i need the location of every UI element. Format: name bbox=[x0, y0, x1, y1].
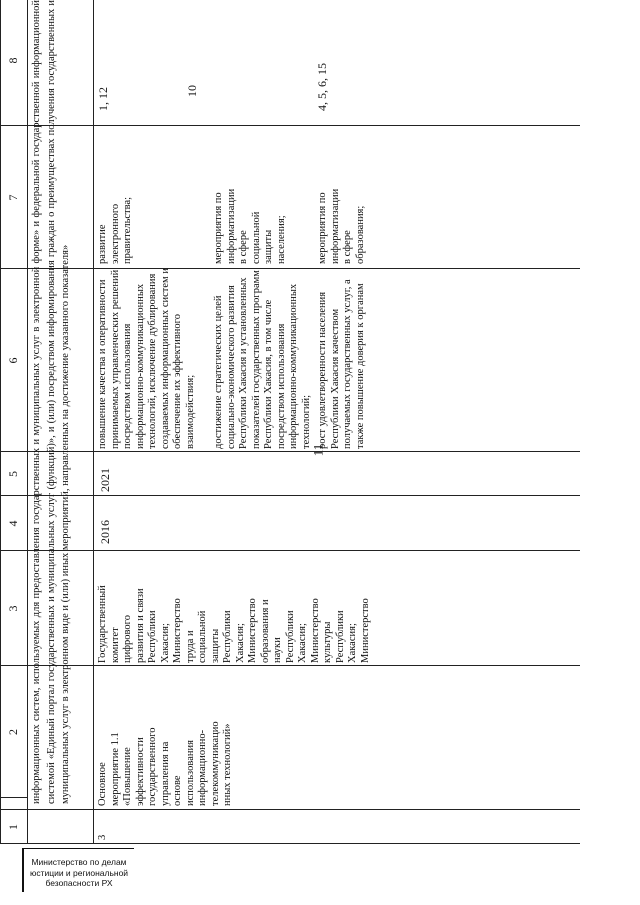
measure-name: Основное мероприятие 1.1 «Повышение эффективности государственного управления на основе использования информационно- телекоммуникацио нных технологий» bbox=[97, 721, 233, 806]
indicator-1: 1, 12 bbox=[96, 87, 110, 111]
stamp-line-2: юстиции и региональной bbox=[29, 867, 129, 878]
direction-3: мероприятия по информатизации в сфере образования; bbox=[317, 188, 366, 264]
result-3: рост удовлетворенности населения Республики Хакасия качеством получаемых государственных услуг, а также повышение доверия к органам bbox=[317, 279, 366, 449]
end-year: 2021 bbox=[98, 468, 112, 492]
executors: Государственный комитет цифрового развития и связи Республики Хакасия; Министерство труда и социальной защиты Республики Хакасия; Министерство образования и науки Республики Хакасия; Министерство культуры Республики Хакасия; Министерство bbox=[97, 585, 371, 663]
col-number-6: 6 bbox=[6, 357, 20, 364]
result-2: достижение стратегических целей социально-экономического развития Республики Хакасия и установленных показателей государственных программ Республики Хакасия, в том числе посредством использования информационно-коммуникационных технологий; bbox=[213, 270, 312, 449]
header-bottom-border bbox=[27, 0, 28, 844]
col-border-1 bbox=[0, 809, 580, 810]
col-number-7: 7 bbox=[6, 194, 20, 201]
table-top-border bbox=[0, 0, 1, 844]
col-number-1: 1 bbox=[6, 824, 20, 830]
stamp-line-1: Министерство по делам bbox=[31, 857, 127, 867]
start-year: 2016 bbox=[98, 520, 112, 544]
result-1: повышение качества и оперативности принимаемых управленческих решений посредством использования информационно-коммуникационных технологий, исключение дублирования создаваемых информационных систем и обеспечение их эффективного взаимодействия; bbox=[97, 268, 196, 449]
registration-stamp bbox=[22, 848, 134, 892]
stamp-line-3: безопасности РХ bbox=[45, 878, 113, 888]
col-border-5 bbox=[0, 451, 580, 452]
col-border-4 bbox=[0, 495, 580, 496]
col-border-2 bbox=[0, 665, 580, 666]
col-border-6 bbox=[0, 268, 580, 269]
span-row-bottom-border bbox=[93, 0, 94, 844]
direction-2: мероприятия по информатизации в сфере социальной защиты населения; bbox=[213, 188, 287, 264]
col-border-3 bbox=[0, 550, 580, 551]
indicator-3: 4, 5, 6, 15 bbox=[315, 63, 329, 111]
col-border-7 bbox=[0, 125, 580, 126]
col-number-3: 3 bbox=[6, 605, 20, 612]
col-number-4: 4 bbox=[6, 520, 20, 527]
col-border-0 bbox=[0, 843, 580, 844]
row-number: 3 bbox=[97, 834, 108, 840]
span-row-text: информационных систем, используемых для предоставления государственных и муниципальных услуг в электронной форме» и федеральной государственной информационной системой «Единый портал государственных и муниципальных услуг (функций)», и (или) посредством информирования граждан о преимуществах получения государственных и муниципальных услуг в электронном виде и (или) иных мероприятий, направленных на достижение указанного показателя» bbox=[31, 0, 71, 804]
direction-1: развитие электронного правительства; bbox=[97, 196, 133, 264]
page-number: 11 bbox=[310, 443, 326, 457]
indicator-2: 10 bbox=[185, 85, 199, 97]
col-number-5: 5 bbox=[6, 471, 20, 477]
col-number-8: 8 bbox=[6, 57, 20, 64]
col-number-2: 2 bbox=[6, 729, 20, 735]
